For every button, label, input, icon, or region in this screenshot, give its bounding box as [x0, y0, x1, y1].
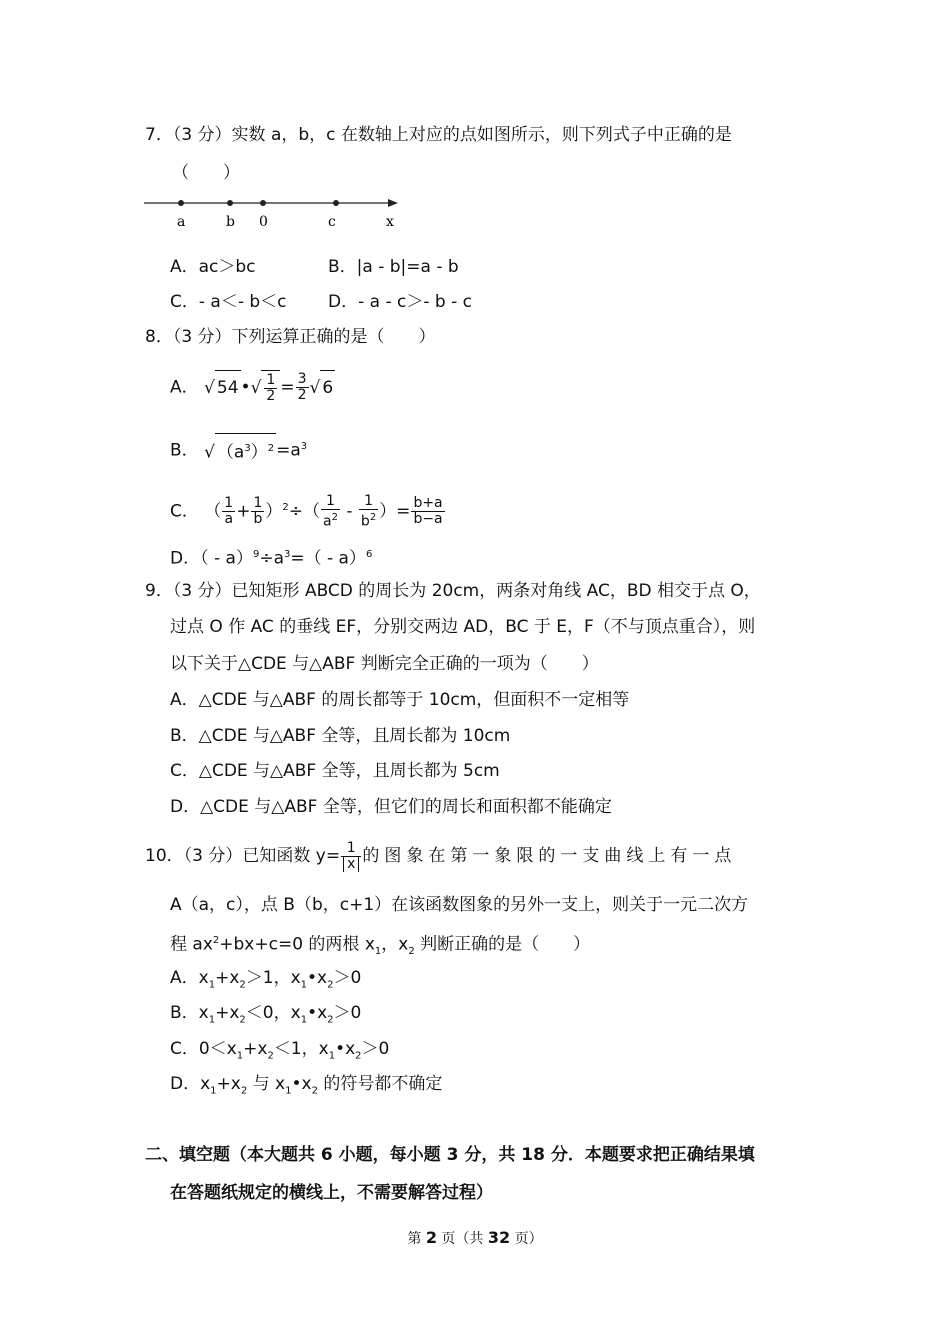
- q9-option-a: A．△CDE 与△ABF 的周长都等于 10cm，但面积不一定相等: [170, 690, 630, 710]
- q8-b-radicand: （a: [216, 442, 245, 463]
- q10-frac-num: 1: [341, 841, 361, 857]
- q10-b-5: 1: [300, 1014, 308, 1026]
- q10-c-7: 2: [355, 1050, 362, 1062]
- q8-c-open: （: [204, 501, 222, 522]
- footer-total-pages: 32: [487, 1228, 511, 1247]
- q10-fraction: [341, 841, 361, 872]
- q8-c-d3: a: [323, 513, 332, 530]
- axis-label-b: b: [226, 214, 235, 230]
- point-b: [227, 200, 233, 206]
- q10-a-1: 1: [208, 979, 216, 991]
- q10-a-2: +x: [215, 968, 240, 988]
- q10-option-d: [170, 1073, 442, 1102]
- q10-l3-sup: 2: [212, 935, 220, 946]
- q8-a-den1: 2: [266, 387, 276, 404]
- q8-c-frac-5: [411, 496, 444, 527]
- q8-c-d4: b: [360, 513, 370, 530]
- q10-c-2: +x: [243, 1039, 268, 1059]
- q8-c-frac-1: [222, 496, 235, 527]
- q10-stem-post: 的图象在第一象限的一支曲线上有一点: [362, 846, 737, 866]
- q10-d-1: 1: [210, 1085, 217, 1097]
- q10-d-6: •x: [291, 1074, 312, 1094]
- q8-a-label: A．: [170, 377, 199, 398]
- q10-a-6: •x: [307, 968, 328, 988]
- q8-d-exp2: 3: [284, 549, 291, 560]
- q8-c-d2: b: [253, 511, 263, 528]
- q8-a-den2: 2: [297, 387, 307, 403]
- q8-c-div: ÷（: [288, 501, 320, 522]
- q10-l3-b: +bx+c=0 的两根 x: [219, 934, 375, 955]
- q8-b-exp2: 2: [267, 443, 275, 455]
- q8-a-eq: =: [280, 377, 295, 398]
- q8-stem: 8．（3 分）下列运算正确的是（ ）: [145, 327, 436, 347]
- q8-b-exp1: 3: [244, 443, 251, 455]
- q10-l3-a: 程 ax: [170, 934, 213, 955]
- q7-number-line: [140, 188, 410, 233]
- axis-label-c: c: [328, 214, 336, 230]
- q7-option-a: A．ac＞bc: [170, 257, 256, 277]
- q8-c-n5: b+a: [413, 495, 443, 512]
- q8-c-minus: -: [340, 501, 358, 522]
- q10-d-8: 的符号都不确定: [317, 1074, 443, 1094]
- q8-c-d1: a: [224, 511, 234, 528]
- q8-d-text: D．（ - a）: [170, 548, 253, 569]
- q8-c-n4: 1: [359, 494, 378, 510]
- q10-c-3: 2: [267, 1050, 274, 1062]
- q8-c-frac-4: [359, 494, 378, 530]
- q9-option-d: D．△CDE 与△ABF 全等，但它们的周长和面积都不能确定: [170, 797, 612, 817]
- footer-page-number: 2: [425, 1228, 437, 1247]
- q10-c-8: ＞0: [361, 1039, 390, 1059]
- q10-a-0: A．x: [170, 968, 209, 988]
- q9-option-b: B．△CDE 与△ABF 全等，且周长都为 10cm: [170, 726, 511, 746]
- q10-line-3: [170, 930, 590, 963]
- q10-a-4: ＞1，x: [245, 968, 301, 988]
- q10-d-3: 2: [240, 1085, 248, 1097]
- section-2-heading-line-2: 在答题纸规定的横线上，不需要解答过程）: [170, 1183, 493, 1203]
- q10-a-7: 2: [327, 979, 334, 991]
- q10-frac-den: x: [343, 857, 359, 872]
- q8-c-frac-2: [251, 496, 264, 527]
- section-2-heading-line-1: 二、填空题（本大题共 6 小题，每小题 3 分，共 18 分．本题要求把正确结果填: [145, 1145, 755, 1165]
- q10-d-5: 1: [285, 1085, 292, 1097]
- point-0: [260, 200, 266, 206]
- q10-c-6: •x: [335, 1039, 356, 1059]
- q10-b-2: +x: [215, 1003, 240, 1023]
- q8-c-close2: ）=: [379, 501, 411, 522]
- q7-option-c: C．- a＜- b＜c: [170, 292, 287, 312]
- q8-c-label: C．: [170, 501, 199, 522]
- point-c: [333, 200, 339, 206]
- q8-option-b: [170, 432, 307, 468]
- sqrt-symbol: √ $(a^3)^2$: [204, 433, 276, 468]
- q10-stem-pre: 10．（3 分）已知函数 y=: [145, 846, 341, 866]
- q10-d-4: 与 x: [247, 1074, 286, 1094]
- q8-a-radicand-2: 6: [320, 370, 335, 405]
- axis-label-a: a: [177, 214, 186, 230]
- q8-c-close1: ）: [265, 501, 283, 522]
- q8-b-exp3: 3: [300, 441, 308, 452]
- q10-b-1: 1: [208, 1014, 216, 1026]
- q10-l3-s2: 2: [408, 946, 415, 958]
- q8-d-exp3: 6: [365, 549, 373, 560]
- sqrt-symbol: √ 6: [310, 370, 336, 405]
- q10-c-5: 1: [328, 1050, 336, 1062]
- q9-line-1: 9．（3 分）已知矩形 ABCD 的周长为 20cm，两条对角线 AC，BD 相交于点 O，: [145, 581, 761, 601]
- q10-b-7: 2: [327, 1014, 334, 1026]
- q8-option-d: [170, 544, 372, 570]
- q7-paren: （ ）: [172, 163, 240, 183]
- q10-b-6: •x: [307, 1003, 328, 1023]
- q10-l3-d: 判断正确的是（ ）: [414, 934, 591, 955]
- q10-b-8: ＞0: [333, 1003, 362, 1023]
- sqrt-symbol: √ 54: [204, 370, 240, 405]
- q8-a-radicand-1: 54: [215, 370, 241, 405]
- q10-b-3: 2: [239, 1014, 246, 1026]
- point-a: [178, 200, 184, 206]
- q8-b-rhs: =a: [276, 440, 301, 461]
- q8-c-n1: 1: [224, 495, 234, 512]
- q9-option-c: C．△CDE 与△ABF 全等，且周长都为 5cm: [170, 761, 500, 781]
- q8-d-exp1: 9: [252, 549, 260, 560]
- q10-line-2: A（a，c），点 B（b，c+1）在该函数图象的另外一支上，则关于一元二次方: [170, 895, 749, 915]
- q10-b-4: ＜0，x: [245, 1003, 301, 1023]
- q8-c-plus: +: [236, 501, 251, 522]
- q8-c-d5: b−a: [413, 511, 443, 528]
- q10-option-a: [170, 967, 361, 996]
- q10-a-3: 2: [239, 979, 246, 991]
- q10-option-b: [170, 1002, 361, 1031]
- q8-c-frac-3: [321, 494, 340, 530]
- q8-d-mid: ÷a: [259, 548, 284, 569]
- axis-label-x: x: [386, 214, 394, 230]
- q10-c-0: C．0＜x: [170, 1039, 237, 1059]
- q8-c-exp: 2: [282, 502, 289, 513]
- footer-pre: 第: [407, 1231, 426, 1247]
- q8-option-c: [170, 488, 446, 532]
- q10-c-1: 1: [236, 1050, 244, 1062]
- q10-option-c: [170, 1038, 389, 1067]
- q7-stem: 7．（3 分）实数 a，b，c 在数轴上对应的点如图所示，则下列式子中正确的是: [145, 125, 732, 145]
- q10-c-4: ＜1，x: [273, 1039, 329, 1059]
- q9-line-3: 以下关于△CDE 与△ABF 判断完全正确的一项为（ ）: [170, 654, 599, 674]
- q10-l3-s1: 1: [374, 946, 382, 958]
- q10-a-5: 1: [300, 979, 308, 991]
- q8-a-num1: 1: [266, 371, 276, 388]
- q7-option-d: D．- a - c＞- b - c: [328, 292, 472, 312]
- q10-d-0: D．x: [170, 1074, 211, 1094]
- q8-c-d3e: 2: [331, 511, 338, 523]
- q8-c-n2: 1: [253, 495, 263, 512]
- q9-line-2: 过点 O 作 AC 的垂线 EF，分别交两边 AD，BC 于 E，F（不与顶点重合），则: [170, 617, 756, 637]
- q10-a-8: ＞0: [333, 968, 362, 988]
- q10-b-0: B．x: [170, 1003, 209, 1023]
- q8-a-dot: •: [240, 377, 251, 398]
- q10-d-2: +x: [216, 1074, 241, 1094]
- q8-option-a: [170, 370, 335, 405]
- q10-stem: [145, 836, 736, 876]
- page-footer: [0, 1228, 950, 1248]
- q8-b-close: ）: [250, 442, 268, 463]
- axis-label-0: 0: [259, 214, 268, 230]
- q10-l3-c: ，x: [381, 934, 409, 955]
- q7-option-b: B．|a - b|=a - b: [328, 257, 459, 277]
- footer-post: 页）: [510, 1231, 543, 1247]
- q8-d-end: =（ - a）: [290, 548, 366, 569]
- q8-a-frac-1: [264, 373, 277, 404]
- q8-b-label: B．: [170, 440, 199, 461]
- sqrt-symbol: √ $\frac{1}{2}$: [251, 370, 281, 405]
- q8-a-num2: 3: [297, 371, 307, 387]
- footer-mid: 页（共: [436, 1231, 488, 1247]
- q8-c-d4e: 2: [369, 511, 377, 523]
- q8-a-frac-2: [296, 372, 309, 403]
- q10-d-7: 2: [311, 1085, 318, 1097]
- q8-c-n3: 1: [321, 494, 340, 510]
